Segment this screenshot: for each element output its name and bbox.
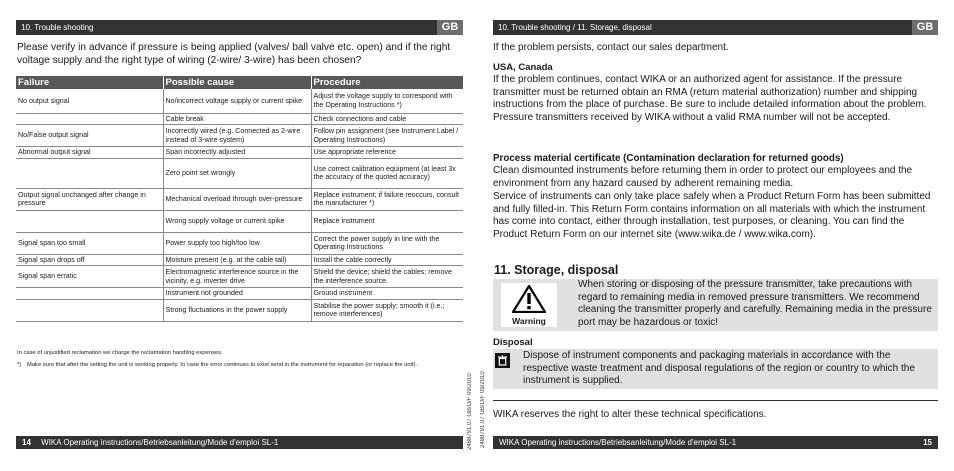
table-row [16, 210, 463, 232]
table-row [16, 299, 463, 321]
table-cell: Strong fluctuations in the power supply [163, 299, 311, 321]
reserve-paragraph: WIKA reserves the right to alter these technical specifications. [493, 409, 767, 420]
table-row [16, 266, 463, 288]
table-row [16, 147, 463, 159]
table-cell: Incorrectly wired (e.g. Connected as 2-wire instead of 3-wire system) [163, 125, 311, 147]
table-cell: Correct the power supply in line with the Operating Instructions [311, 232, 463, 254]
section-header-text: 10. Trouble shooting [21, 23, 94, 32]
table-cell: Output signal unchanged after change in pressure [16, 188, 163, 210]
table-cell: Signal span erratic [16, 266, 163, 288]
table-cell: Power supply too high/too low [163, 232, 311, 254]
table-cell: Abnormal output signal [16, 147, 163, 159]
document-code: 2488791.07 GB/D/F 09/2010 [480, 371, 486, 448]
page-number: 15 [923, 438, 932, 447]
table-cell: Adjust the voltage supply to correspond with the Operating Instructions *) [311, 89, 463, 113]
table-cell: Replace instrument; if failure reoccurs, consult the manufacturer *) [311, 188, 463, 210]
table-row [16, 232, 463, 254]
table-cell: Instrument not grounded [163, 288, 311, 300]
footer-text: WIKA Operating instructions/Betriebsanleitung/Mode d'emploi SL-1 [41, 438, 279, 447]
language-badge: GB [912, 20, 938, 35]
table-cell: Electromagnetic interference source in the vicinity, e.g. inverter drive [163, 266, 311, 288]
warning-icon [501, 283, 557, 327]
table-header-row [16, 76, 463, 89]
trash-bin-icon [497, 355, 508, 366]
right-page [477, 0, 954, 471]
table-cell: No output signal [16, 89, 163, 113]
table-cell [16, 113, 163, 125]
process-paragraph-2: Service of instruments can only take place safely when a Product Return Form has been submitted and fully filled-in. This Return Form contains information on all materials with which the instrument has come into contact, either through installation, test purposes, or cleaning. You can find the Product Return Form on our internet site (www.wika.de / www.wika.com). [493, 191, 931, 240]
footer-text: WIKA Operating instructions/Betriebsanleitung/Mode d'emploi SL-1 [499, 438, 737, 447]
disposal-heading: Disposal [493, 337, 533, 348]
disposal-icon [495, 353, 510, 368]
table-cell: Zero point set wrongly [163, 158, 311, 188]
section-header [16, 20, 463, 35]
table-cell: Mechanical overload through over-pressure [163, 188, 311, 210]
table-row [16, 158, 463, 188]
storage-section-title: 11. Storage, disposal [494, 263, 619, 277]
column-header: Failure [16, 76, 163, 89]
table-cell: Check connections and cable [311, 113, 463, 125]
table-row [16, 188, 463, 210]
process-heading: Process material certificate (Contamination declaration for returned goods) [493, 153, 844, 164]
table-row [16, 113, 463, 125]
usa-paragraph: If the problem continues, contact WIKA or an authorized agent for assistance. If the pressure transmitter must be returned obtain an RMA (return material authorization) number and shipping instructions from the place of purchase. Be sure to include detailed information about the problem. Pressure transmitters received by WIKA without a valid RMA number will not be accepted. [493, 74, 927, 123]
footnote-setting [17, 362, 462, 369]
column-header: Procedure [311, 76, 463, 89]
warning-box [493, 279, 938, 331]
warning-text: When storing or disposing of the pressure transmitter, take precautions with regard to remaining media in removed pressure transmitters. We recommend cleaning the transmitter properly and carefully. Remaining media in the pressure port may be hazardous or toxic! [578, 279, 932, 328]
table-cell: Moisture present (e.g. at the cable tail) [163, 254, 311, 266]
table-cell: No/incorrect voltage supply or current spike [163, 89, 311, 113]
table-cell [16, 158, 163, 188]
table-cell: Cable break [163, 113, 311, 125]
table-cell: Install the cable correctly [311, 254, 463, 266]
footnote-text: Make sure that after the setting the unit is working properly. In case the error continues to exist send in the instrument for reparation (or replace the unit). [27, 362, 418, 368]
footnote-reclamation: In case of unjustified reclamation we charge the reclamation handling expenses. [17, 350, 223, 356]
document-code: 2488791.07 GB/D/F 09/2010 [467, 373, 473, 450]
divider [493, 400, 938, 401]
table-cell: Follow pin assignment (see Instrument Label / Operating Instructions) [311, 125, 463, 147]
page-footer [16, 436, 463, 449]
disposal-box [493, 349, 938, 389]
section-header [493, 20, 938, 35]
disposal-text: Dispose of instrument components and packaging materials in accordance with the respective waste treatment and disposal regulations of the region or country to which the instrument is supplied. [523, 350, 915, 387]
troubleshooting-table [16, 76, 464, 322]
intro-paragraph: Please verify in advance if pressure is being applied (valves/ ball valve etc. open) and if the right voltage supply and the right type of wiring (2-wire/ 3-wire) has been chosen? [17, 42, 451, 66]
warning-triangle-icon [512, 285, 546, 313]
page-number: 14 [22, 438, 31, 447]
persist-paragraph: If the problem persists, contact our sales department. [493, 42, 729, 53]
table-cell: Wrong supply voltage or current spike [163, 210, 311, 232]
column-header: Possible cause [163, 76, 311, 89]
table-row [16, 288, 463, 300]
table-cell: Span incorrectly adjusted [163, 147, 311, 159]
section-header-text: 10. Trouble shooting / 11. Storage, disposal [498, 23, 652, 32]
footnote-mark: *) [17, 362, 22, 368]
table-cell: Signal span too small [16, 232, 163, 254]
usa-heading: USA, Canada [493, 62, 553, 73]
page-footer [493, 436, 938, 449]
table-cell: Use correct calibration equipment (at least 3x the accuracy of the quoted accuracy) [311, 158, 463, 188]
table-cell [16, 288, 163, 300]
table-cell: Replace instrument [311, 210, 463, 232]
table-cell: No/False output signal [16, 125, 163, 147]
table-body [16, 89, 463, 321]
table-cell [16, 210, 163, 232]
table-row [16, 254, 463, 266]
table-row [16, 125, 463, 147]
table-row [16, 89, 463, 113]
table-cell: Stabilise the power supply; smooth it (i.e.; remove interferences) [311, 299, 463, 321]
language-badge: GB [437, 20, 463, 35]
table-cell: Ground instrument [311, 288, 463, 300]
warning-label: Warning [512, 316, 546, 326]
table-cell: Use appropriate reference [311, 147, 463, 159]
table-cell: Signal span drops off [16, 254, 163, 266]
table-cell: Shield the device; shield the cables; remove the interference source. [311, 266, 463, 288]
table-cell [16, 299, 163, 321]
process-paragraph-1: Clean dismounted instruments before returning them in order to protect our employees and the environment from any hazard caused by adherent remaining media. [493, 165, 913, 189]
